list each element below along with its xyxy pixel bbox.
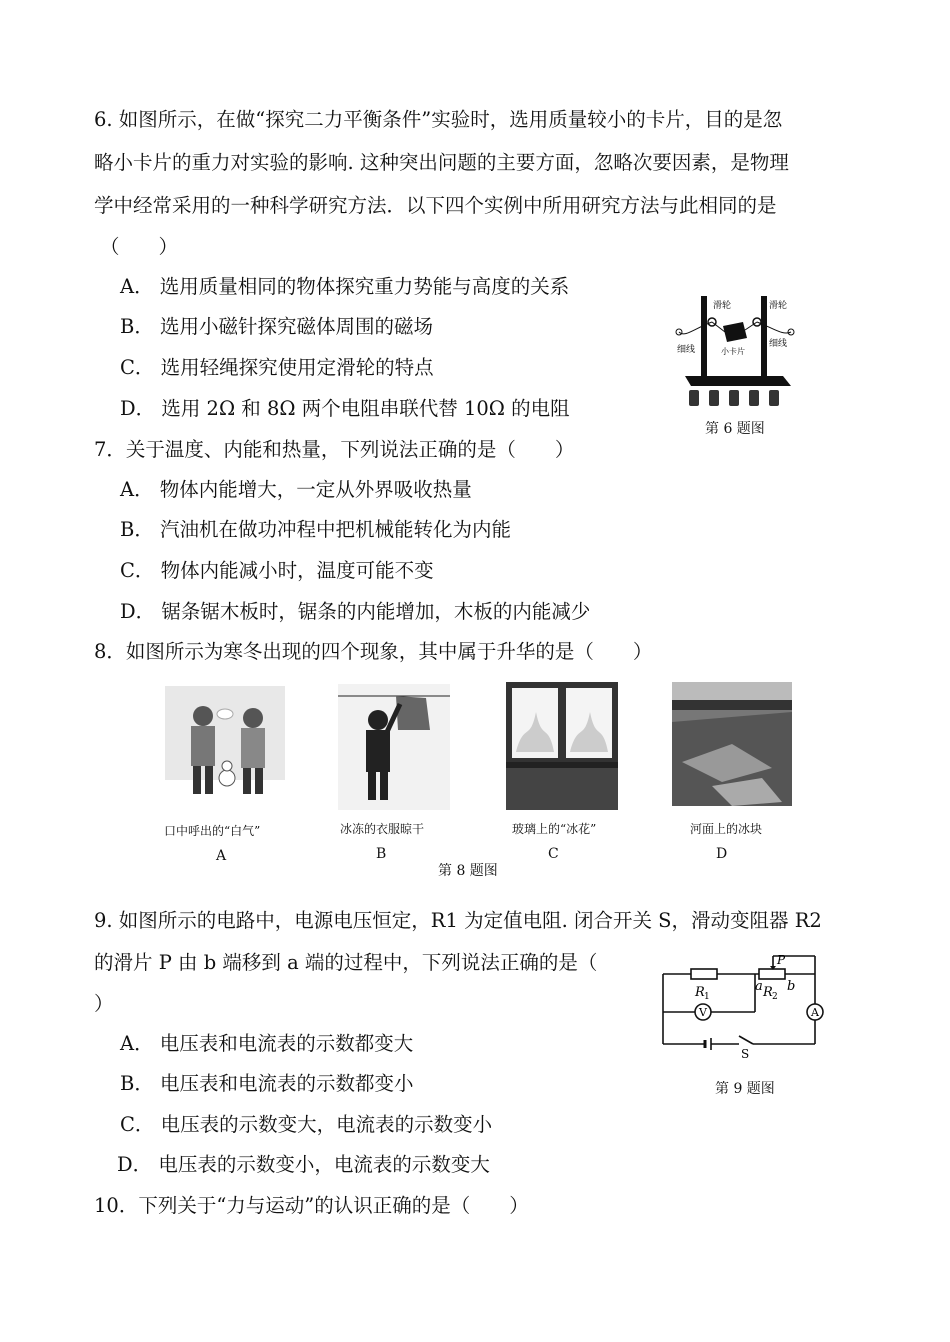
q6-label-card: 小卡片: [721, 347, 745, 356]
q9-figure: [655, 952, 835, 1102]
q6-stem-line-3: 学中经常采用的一种科学研究方法．以下四个实例中所用研究方法与此相同的是: [94, 194, 777, 217]
q6-label-thread-left: 细线: [677, 345, 696, 355]
q10-stem: 10．下列关于“力与运动”的认识正确的是（ ）: [94, 1194, 529, 1217]
q9-label-v: V: [699, 1006, 707, 1019]
q6-label-pulley-left: 滑轮: [713, 301, 732, 311]
q6-figure-caption: 第 6 题图: [705, 421, 765, 437]
q9-label-s: S: [741, 1047, 750, 1061]
q6-stem-line-1: 6. 如图所示，在做“探究二力平衡条件”实验时，选用质量较小的卡片，目的是忽: [94, 108, 783, 131]
q6-figure: [665, 288, 805, 443]
q8-panel-c-caption: 玻璃上的“冰花”: [512, 822, 597, 836]
q8-panel-a-image: [165, 686, 285, 810]
balance-apparatus-illustration: [665, 288, 805, 413]
q6-option-c: C． 选用轻绳探究使用定滑轮的特点: [120, 356, 434, 379]
q9-stem-line-1: 9. 如图所示的电路中，电源电压恒定，R1 为定值电阻. 闭合开关 S，滑动变阻器 R2: [94, 909, 822, 932]
q7-stem: 7．关于温度、内能和热量，下列说法正确的是（ ）: [94, 438, 575, 461]
q9-label-r2-sub: 2: [772, 992, 778, 1002]
q6-label-pulley-right: 滑轮: [769, 301, 788, 311]
q9-label-p: P: [777, 953, 786, 967]
q8-stem: 8．如图所示为寒冬出现的四个现象，其中属于升华的是（ ）: [94, 640, 653, 663]
q7-option-b: B． 汽油机在做功冲程中把机械能转化为内能: [120, 518, 512, 541]
q6-stem-line-2: 略小卡片的重力对实验的影响. 这种突出问题的主要方面，忽略次要因素，是物理: [94, 151, 789, 174]
q6-label-thread-right: 细线: [769, 339, 788, 349]
q6-option-d: D． 选用 2Ω 和 8Ω 两个电阻串联代替 10Ω 的电阻: [120, 397, 570, 420]
q9-stem-line-3: ）: [94, 992, 114, 1015]
q8-panel-b-image: [338, 684, 450, 810]
q6-stem-line-4: （ ）: [100, 235, 179, 258]
q9-label-b: b: [787, 979, 796, 994]
q8-panel-a-letter: A: [216, 848, 227, 864]
q7-option-a: A． 物体内能增大，一定从外界吸收热量: [120, 478, 472, 501]
q9-option-c: C． 电压表的示数变大，电流表的示数变小: [120, 1113, 493, 1136]
q8-panel-d-letter: D: [716, 846, 728, 862]
q8-panel-d-caption: 河面上的冰块: [690, 822, 763, 836]
circuit-diagram: [655, 952, 835, 1062]
q8-figure-caption: 第 8 题图: [438, 863, 498, 879]
q9-label-r1-sub: 1: [704, 992, 710, 1002]
q9-option-a: A． 电压表和电流表的示数都变大: [120, 1032, 414, 1055]
q8-panel-c-image: [506, 682, 618, 810]
q9-stem-line-2: 的滑片 P 由 b 端移到 a 端的过程中，下列说法正确的是（: [94, 951, 598, 974]
q9-label-r1: R: [695, 985, 705, 1000]
q6-option-b: B． 选用小磁针探究磁体周围的磁场: [120, 315, 434, 338]
q7-option-d: D． 锯条锯木板时，锯条的内能增加，木板的内能减少: [120, 600, 591, 623]
q8-figure: [150, 680, 810, 885]
q8-panel-b-caption: 冰冻的衣服晾干: [340, 822, 425, 836]
q9-option-b: B． 电压表和电流表的示数都变小: [120, 1072, 414, 1095]
q8-panel-d-image: [672, 682, 792, 806]
q9-label-a: a: [755, 979, 763, 994]
q9-figure-caption: 第 9 题图: [715, 1081, 775, 1097]
q7-option-c: C． 物体内能减小时，温度可能不变: [120, 559, 434, 582]
q8-panel-a-caption: 口中呼出的“白气”: [164, 824, 261, 838]
q9-label-r2: R: [763, 985, 773, 1000]
q8-panel-c-letter: C: [548, 846, 559, 862]
q6-option-a: A． 选用质量相同的物体探究重力势能与高度的关系: [120, 275, 570, 298]
q9-label-ammeter: A: [811, 1006, 819, 1019]
q9-option-d: D． 电压表的示数变小，电流表的示数变大: [117, 1153, 490, 1176]
q8-panel-b-letter: B: [376, 846, 387, 862]
